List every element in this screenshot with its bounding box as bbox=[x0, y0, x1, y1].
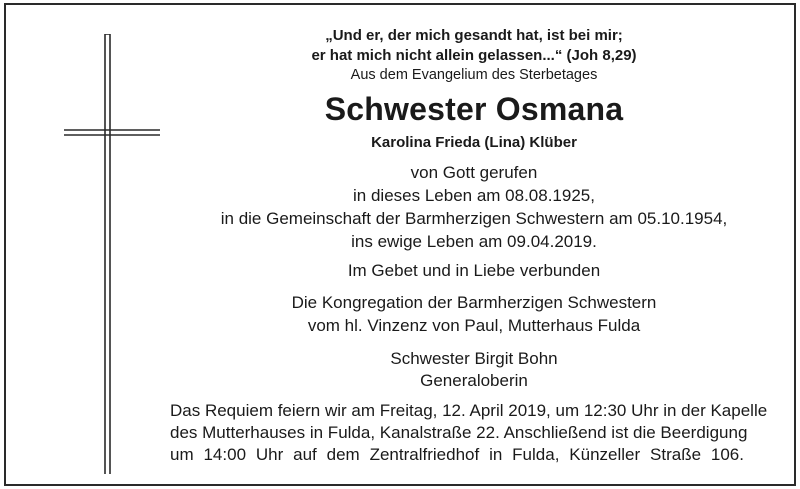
life-line-1: von Gott gerufen bbox=[410, 163, 538, 182]
signatory-name: Schwester Birgit Bohn bbox=[390, 349, 558, 368]
prayer-line: Im Gebet und in Liebe verbunden bbox=[347, 261, 601, 280]
requiem-line-2: des Mutterhauses in Fulda, Kanalstraße 22. Anschließend ist die Beerdigung bbox=[170, 423, 748, 442]
requiem-line-1: Das Requiem feiern wir am Freitag, 12. April 2019, um 12:30 Uhr in der Kapelle bbox=[170, 401, 768, 420]
signatory-title: Generaloberin bbox=[420, 371, 528, 390]
bible-verse-line-2: er hat mich nicht allein gelassen...“ (Joh 8,29) bbox=[311, 47, 637, 64]
bible-verse-line-1: „Und er, der mich gesandt hat, ist bei mir; bbox=[325, 27, 623, 44]
congregation-line-2: vom hl. Vinzenz von Paul, Mutterhaus Fulda bbox=[307, 316, 641, 335]
congregation-line-1: Die Kongregation der Barmherzigen Schwestern bbox=[291, 293, 657, 312]
deceased-name: Schwester Osmana bbox=[324, 91, 624, 127]
life-line-3: in die Gemeinschaft der Barmherzigen Schwestern am 05.10.1954, bbox=[220, 209, 728, 228]
requiem-line-3: um 14:00 Uhr auf dem Zentralfriedhof in Fulda, Künzeller Straße 106. bbox=[170, 445, 744, 464]
cross-icon bbox=[64, 34, 160, 474]
life-line-4: ins ewige Leben am 09.04.2019. bbox=[351, 232, 597, 251]
verse-source: Aus dem Evangelium des Sterbetages bbox=[350, 67, 598, 83]
life-line-2: in dieses Leben am 08.08.1925, bbox=[353, 186, 595, 205]
birth-name: Karolina Frieda (Lina) Klüber bbox=[371, 134, 577, 151]
